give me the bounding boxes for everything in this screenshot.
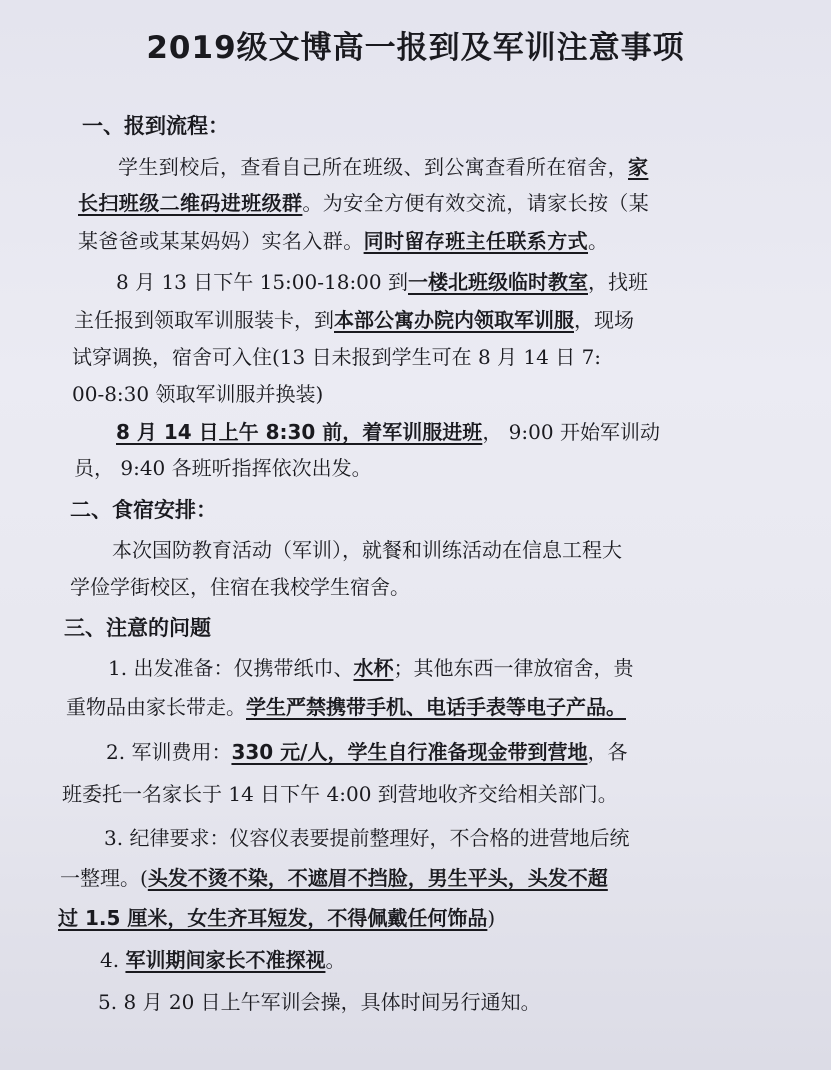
- text: 1. 出发准备：仅携带纸巾、: [108, 656, 354, 680]
- highlight-text: 一楼北班级临时教室: [408, 270, 588, 294]
- text: ， 9:00 开始军训动: [482, 420, 660, 444]
- highlight-text: 本部公寓办院内领取军训服: [334, 308, 574, 332]
- list-item-2: [106, 740, 627, 764]
- paragraph-line: [78, 229, 608, 253]
- paragraph-line: [116, 270, 648, 294]
- section-heading-meals-lodging: 二、食宿安排：: [70, 498, 217, 522]
- highlight-text: 家: [628, 155, 649, 179]
- section-heading-notes: 三、注意的问题: [64, 616, 211, 640]
- paragraph-line: [74, 308, 634, 332]
- highlight-text: 330 元/人，学生自行准备现金带到营地: [231, 740, 588, 764]
- text: ): [487, 906, 496, 930]
- text: 8 月 13 日下午 15:00-18:00 到: [116, 270, 408, 294]
- highlight-text: 同时留存班主任联系方式: [363, 229, 589, 253]
- highlight-text: 军训期间家长不准探视: [125, 948, 326, 972]
- section-heading-registration: 一、报到流程：: [82, 114, 229, 138]
- highlight-text: 过 1.5 厘米，女生齐耳短发，不得佩戴任何饰品: [58, 906, 488, 930]
- document-title: 2019级文博高一报到及军训注意事项: [146, 30, 685, 66]
- list-item-3: 3. 纪律要求：仪容仪表要提前整理好，不合格的进营地后统: [104, 826, 630, 850]
- highlight-text: 长扫班级二维码进班级群: [78, 191, 303, 215]
- paragraph-line: 试穿调换，宿舍可入住(13 日未报到学生可在 8 月 14 日 7:: [72, 345, 602, 369]
- list-item-3-cont: [60, 866, 608, 890]
- paragraph-line: 学俭学街校区，住宿在我校学生宿舍。: [70, 575, 410, 599]
- highlight-text: 8 月 14 日上午 8:30 前，着军训服进班: [116, 420, 483, 444]
- text: 4.: [100, 948, 126, 972]
- list-item-4: [100, 948, 345, 972]
- list-item-3-cont: [58, 906, 495, 930]
- text: 。: [325, 948, 346, 972]
- text: 重物品由家长带走。: [66, 695, 246, 719]
- list-item-1-cont: [66, 695, 626, 719]
- text: 2. 军训费用：: [106, 740, 232, 764]
- paragraph-line: [116, 420, 660, 444]
- text: 主任报到领取军训服装卡，到: [74, 308, 334, 332]
- text: ，现场: [574, 308, 634, 332]
- text: 一整理。(: [60, 866, 148, 890]
- text: ，找班: [588, 270, 648, 294]
- text: ；其他东西一律放宿舍，贵: [393, 656, 634, 680]
- list-item-1: [108, 656, 633, 680]
- list-item-5: 5. 8 月 20 日上午军训会操，具体时间另行通知。: [98, 990, 541, 1014]
- text: 学生到校后，查看自己所在班级、到公寓查看所在宿舍，: [118, 155, 628, 179]
- list-item-2-cont: 班委托一名家长于 14 日下午 4:00 到营地收齐交给相关部门。: [62, 782, 618, 806]
- paragraph-line: 00-8:30 领取军训服并换装): [72, 382, 324, 406]
- text: ，各: [587, 740, 628, 764]
- text: 。为安全方便有效交流，请家长按（某: [302, 191, 650, 215]
- paragraph-line: [78, 191, 649, 215]
- text: 。: [588, 229, 609, 253]
- highlight-text: 水杯: [353, 656, 394, 680]
- highlight-text: 学生严禁携带手机、电话手表等电子产品。: [246, 695, 626, 719]
- paragraph-line: [118, 155, 648, 179]
- highlight-text: 头发不烫不染，不遮眉不挡脸，男生平头，头发不超: [147, 866, 608, 890]
- text: 某爸爸或某某妈妈）实名入群。: [78, 229, 364, 253]
- paragraph-line: 本次国防教育活动（军训），就餐和训练活动在信息工程大: [112, 538, 622, 562]
- paragraph-line: 员， 9:40 各班听指挥依次出发。: [74, 456, 372, 480]
